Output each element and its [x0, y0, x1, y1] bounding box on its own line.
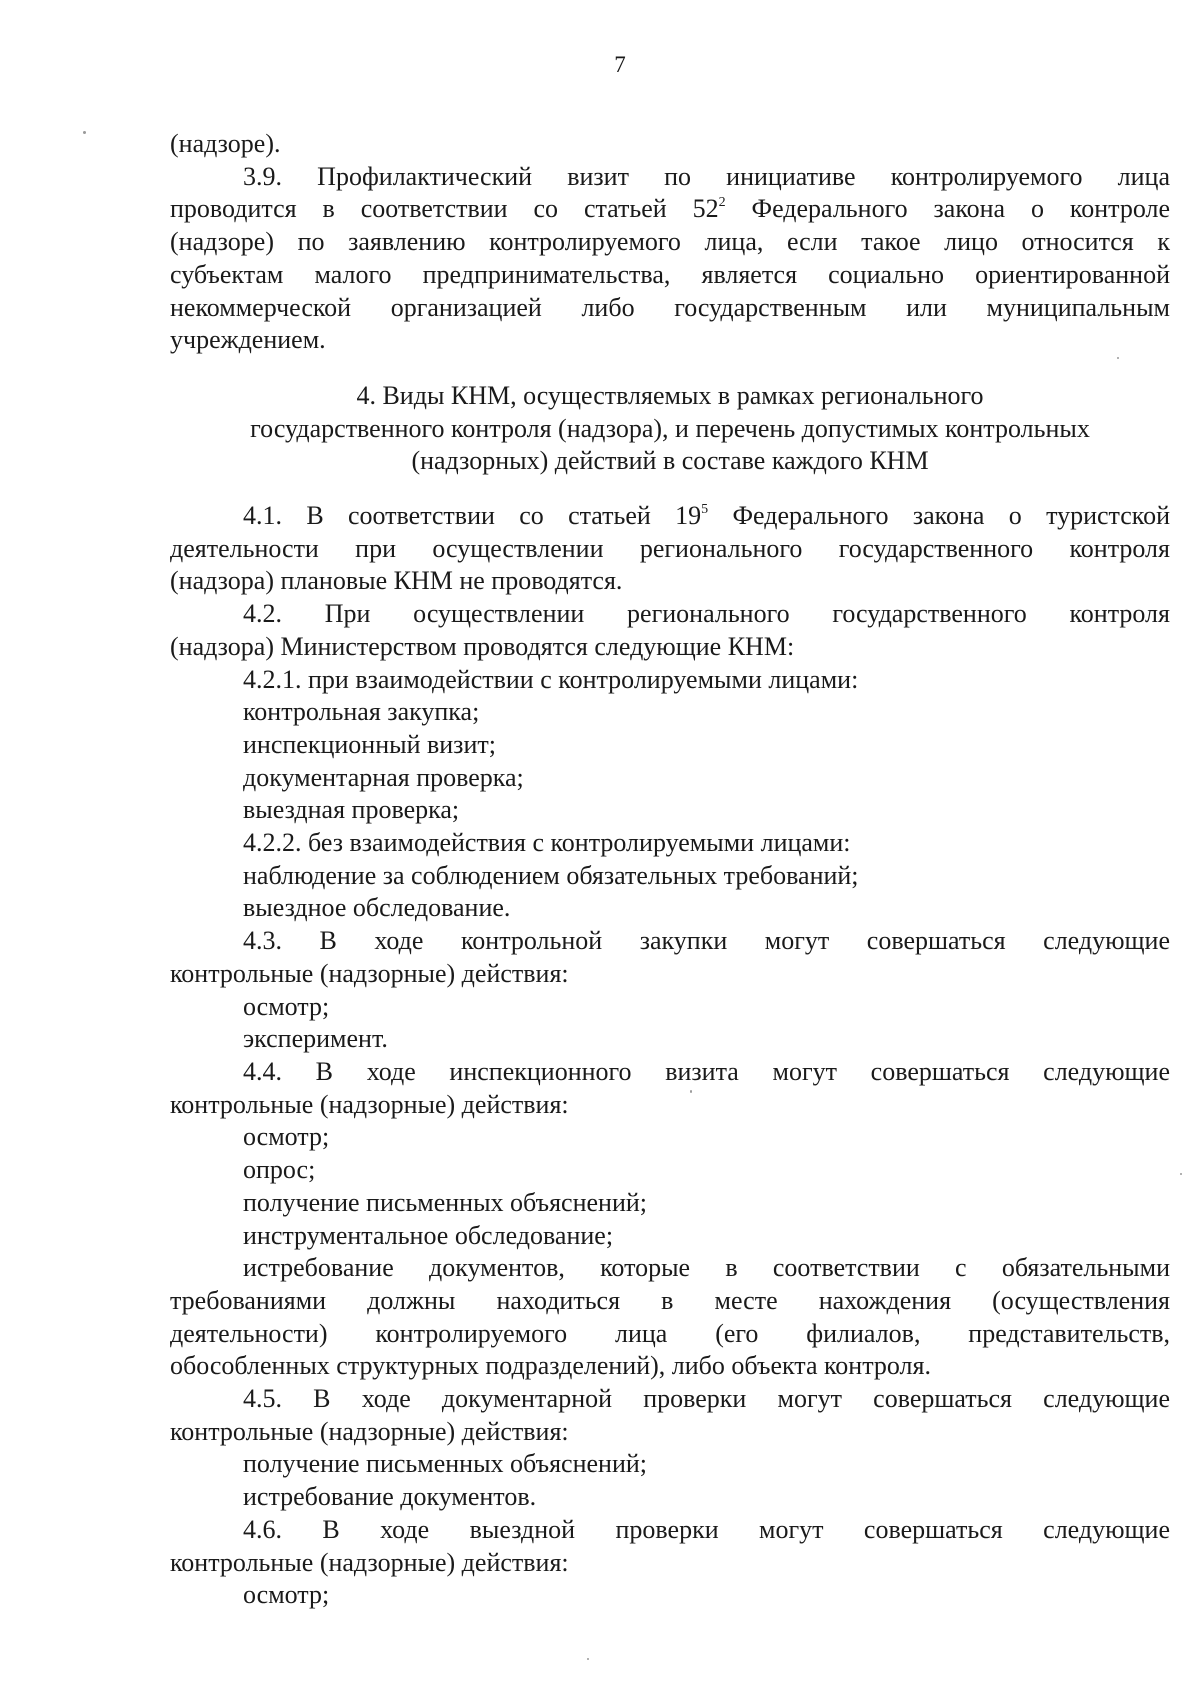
paragraph-line: контрольные (надзорные) действия:: [170, 1416, 569, 1446]
superscript: 5: [701, 502, 709, 518]
list-item: получение письменных объяснений;: [243, 1449, 647, 1479]
paragraph-line: деятельности при осуществлении регионального государственного контроля: [170, 533, 1170, 563]
scan-speck: [1117, 357, 1119, 359]
list-item: контрольная закупка;: [243, 697, 480, 727]
paragraph-4-1: [170, 500, 1170, 598]
paragraph-4-6: [170, 1514, 1170, 1612]
list-item: инструментальное обследование;: [243, 1220, 614, 1250]
paragraph-line: субъектам малого предпринимательства, является социально ориентированной: [170, 259, 1170, 289]
list-heading: 4.2.1. при взаимодействии с контролируемыми лицами:: [243, 664, 859, 694]
scan-speck: [83, 131, 86, 134]
scan-speck: [587, 1658, 589, 1660]
paragraph-line: требованиями должны находиться в месте нахождения (осуществления: [170, 1285, 1170, 1315]
paragraph-line: контрольные (надзорные) действия:: [170, 958, 569, 988]
superscript: 2: [718, 195, 726, 211]
paragraph-line: 3.9. Профилактический визит по инициативе контролируемого лица: [243, 161, 1170, 191]
list-item: истребование документов.: [243, 1482, 537, 1512]
paragraph-line: (надзоре) по заявлению контролируемого лица, если такое лицо относится к: [170, 227, 1170, 257]
list-item: выездное обследование.: [243, 893, 511, 923]
list-item: выездная проверка;: [243, 795, 460, 825]
list-item: наблюдение за соблюдением обязательных требований;: [243, 860, 859, 890]
list-item: опрос;: [243, 1155, 316, 1185]
paragraph-line: 4.5. В ходе документарной проверки могут совершаться следующие: [243, 1384, 1170, 1414]
paragraph-line: истребование документов, которые в соответствии с обязательными: [243, 1253, 1170, 1283]
paragraph-line: обособленных структурных подразделений), либо объекта контроля.: [170, 1351, 931, 1381]
list-item: документарная проверка;: [243, 762, 524, 792]
paragraph-line: [170, 500, 1170, 533]
paragraph-4-4: [170, 1056, 1170, 1383]
paragraph-line: 4.3. В ходе контрольной закупки могут совершаться следующие: [243, 926, 1170, 956]
text-fragment: Федерального закона о туристской: [708, 501, 1170, 531]
paragraph-continuation: (надзоре).: [170, 129, 281, 158]
text-fragment: 4.1. В соответствии со статьей 19: [243, 501, 702, 531]
paragraph-3-9: [170, 161, 1170, 357]
document-body: [170, 128, 1170, 1612]
list-item: осмотр;: [243, 1580, 330, 1610]
paragraph-line: контрольные (надзорные) действия:: [170, 1547, 569, 1577]
list-item: осмотр;: [243, 991, 330, 1021]
page-number: 7: [614, 52, 626, 77]
heading-line: 4. Виды КНМ, осуществляемых в рамках регионального: [356, 380, 984, 410]
scan-speck: [1180, 1173, 1182, 1175]
list-item: осмотр;: [243, 1122, 330, 1152]
paragraph-line: (надзора) Министерством проводятся следующие КНМ:: [170, 631, 795, 661]
section-heading: [170, 380, 1170, 478]
paragraph-line: деятельности) контролируемого лица (его филиалов, представительств,: [170, 1318, 1170, 1348]
text-fragment: Федерального закона о контроле: [725, 194, 1170, 224]
text-fragment: проводится в соответствии со статьей 52: [170, 194, 719, 224]
heading-line: (надзорных) действий в составе каждого КНМ: [411, 446, 929, 476]
scan-speck: [690, 1090, 692, 1093]
list-4-2-1: [170, 664, 1170, 828]
paragraph-line: 4.6. В ходе выездной проверки могут совершаться следующие: [243, 1514, 1170, 1544]
paragraph-line: 4.4. В ходе инспекционного визита могут совершаться следующие: [243, 1056, 1170, 1086]
paragraph-line: (надзора) плановые КНМ не проводятся.: [170, 566, 623, 596]
paragraph-4-2: [170, 598, 1170, 663]
paragraph-line: контрольные (надзорные) действия:: [170, 1089, 569, 1119]
paragraph-4-5: [170, 1383, 1170, 1514]
paragraph-line: учреждением.: [170, 325, 326, 355]
list-item: получение письменных объяснений;: [243, 1187, 647, 1217]
paragraph-line: [170, 193, 1170, 226]
heading-line: государственного контроля (надзора), и перечень допустимых контрольных: [250, 413, 1090, 443]
list-4-2-2: [170, 827, 1170, 925]
list-item: инспекционный визит;: [243, 729, 496, 759]
list-heading: 4.2.2. без взаимодействия с контролируемыми лицами:: [243, 828, 851, 858]
paragraph-line: 4.2. При осуществлении регионального государственного контроля: [243, 599, 1170, 629]
paragraph-line: некоммерческой организацией либо государственным или муниципальным: [170, 292, 1170, 322]
paragraph-4-3: [170, 925, 1170, 1056]
list-item: эксперимент.: [243, 1024, 388, 1054]
